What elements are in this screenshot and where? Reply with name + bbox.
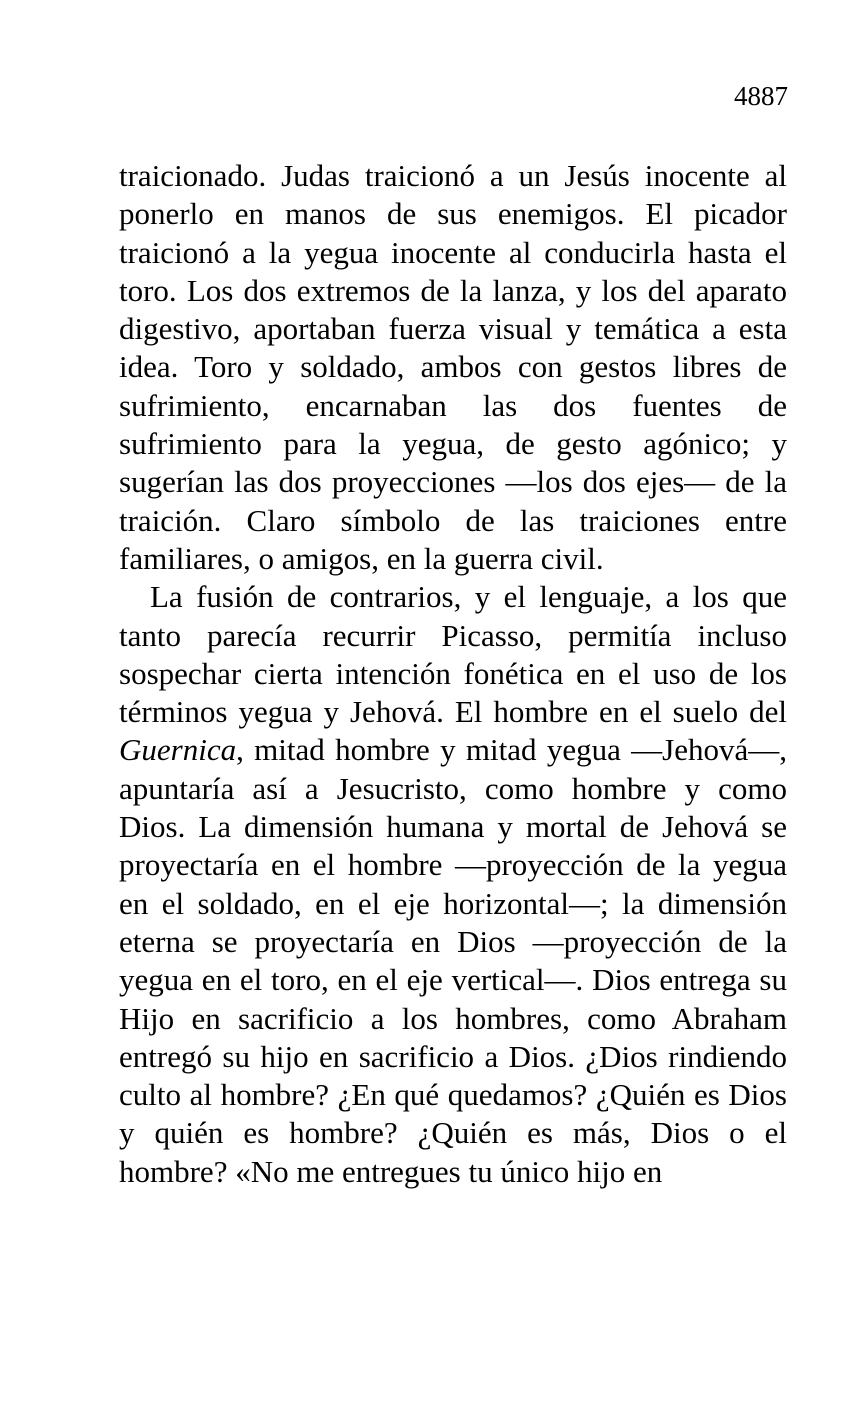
paragraph-2-text-start: La fusión de contrarios, y el lenguaje, a los que tanto parecía recurrir Picasso, permitía incluso sospechar cierta intención fonética en el uso de los términos yegua y Jehová. El hombre en el suelo del <box>119 579 787 730</box>
paragraph-2-text-end: , mitad hombre y mitad yegua —Jehová—, apuntaría así a Jesucristo, como hombre y como Dios. La dimensión humana y mortal de Jehová se proyectaría en el hombre —proyección de la yegua en el soldado, en el eje horizontal—; la dimensión eterna se proyectaría en Dios —proyección de la yegua en el toro, en el eje vertical—. Dios entrega su Hijo en sacrificio a los hombres, como Abraham entregó su hijo en sacrificio a Dios. ¿Dios rindiendo culto al hombre? ¿En qué quedamos? ¿Quién es Dios y quién es hombre? ¿Quién es más, Dios o el hombre? «No me entregues tu único hijo en <box>119 732 787 1189</box>
page-number: 4887 <box>734 81 788 111</box>
paragraph-1: traicionado. Judas traicionó a un Jesús inocente al ponerlo en manos de sus enemigos. El picador traicionó a la yegua inocente al conducirla hasta el toro. Los dos extremos de la lanza, y los del aparato digestivo, aportaban fuerza visual y temática a esta idea. Toro y soldado, ambos con gestos libres de sufrimiento, encarnaban las dos fuentes de sufrimiento para la yegua, de gesto agónico; y sugerían las dos proyecciones —los dos ejes— de la traición. Claro símbolo de las traiciones entre familiares, o amigos, en la guerra civil. <box>119 158 787 576</box>
italic-title-guernica: Guernica <box>119 732 237 768</box>
paragraph-2 <box>119 578 787 1191</box>
body-text <box>119 157 787 1191</box>
